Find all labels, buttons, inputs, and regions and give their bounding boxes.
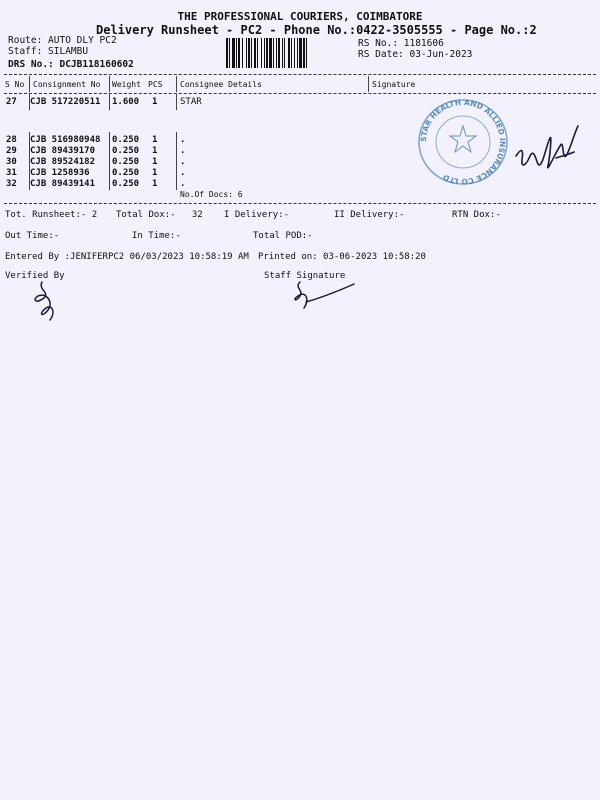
route-label: Route: AUTO DLY PC2: [8, 35, 117, 46]
barcode-bar: [288, 38, 290, 68]
barcode-bar: [276, 38, 277, 68]
row-consignment: CJB 89439170: [30, 146, 96, 156]
col-divider: [109, 94, 110, 110]
barcode-bar: [291, 38, 292, 68]
barcode-bar: [236, 38, 237, 68]
barcode-bar: [242, 38, 243, 68]
stamp-text: STAR HEALTH AND ALLIED INSURANCE CO LTD: [418, 97, 508, 186]
verified-by-signature-scribble: [28, 280, 68, 324]
barcode-bar: [229, 38, 230, 68]
col-header-consignee: Consignee Details: [180, 80, 262, 89]
row-pcs: 1: [152, 179, 158, 189]
barcode-bar: [303, 38, 305, 68]
row-consignee: .: [180, 135, 186, 145]
col-divider: [29, 132, 30, 190]
col-header-consignment: Consignment No: [33, 80, 101, 89]
row-sno: 28: [6, 135, 17, 145]
row-weight: 0.250: [112, 179, 140, 189]
total-dox: Total Dox:- 32: [116, 210, 203, 220]
table-header-rule: [4, 93, 596, 94]
col-divider: [176, 94, 177, 110]
barcode-bar: [257, 38, 258, 68]
verified-by-label: Verified By: [5, 271, 65, 281]
barcode-bar: [278, 38, 280, 68]
row-weight: 0.250: [112, 135, 140, 145]
col-divider: [176, 132, 177, 190]
row-sno: 27: [6, 97, 17, 107]
tot-runsheet: Tot. Runsheet:- 2: [5, 210, 98, 220]
col-header-signature: Signature: [372, 80, 416, 89]
row-sno: 31: [6, 168, 17, 178]
drs-number: DRS No.: DCJB118160602: [8, 59, 134, 70]
barcode-bar: [294, 38, 295, 68]
col-divider: [176, 76, 177, 92]
barcode-bar: [299, 38, 302, 68]
row-pcs: 1: [152, 97, 158, 107]
col-divider: [29, 94, 30, 110]
total-pod: Total POD:-: [253, 231, 313, 241]
barcode-graphic: [226, 38, 354, 68]
staff-signature-label: Staff Signature: [264, 271, 346, 281]
row-weight: 1.600: [112, 97, 140, 107]
col-divider: [29, 76, 30, 92]
barcode-bar: [273, 38, 274, 68]
no-of-docs: No.Of Docs: 6: [180, 190, 243, 199]
row-pcs: 1: [152, 146, 158, 156]
col-divider: [368, 76, 369, 92]
row-consignee: STAR: [180, 97, 202, 107]
row-consignment: CJB 516980948: [30, 135, 101, 145]
barcode-bar: [226, 38, 228, 68]
totals-rule: [4, 203, 596, 204]
row-weight: 0.250: [112, 168, 140, 178]
row-consignment: CJB 517220511: [30, 97, 101, 107]
col-header-pcs: PCS: [148, 80, 163, 89]
staff-signature-scribble: [290, 278, 360, 312]
barcode-bar: [251, 38, 252, 68]
barcode-bar: [282, 38, 283, 68]
rs-date: RS Date: 03-Jun-2023: [358, 49, 473, 60]
i-delivery: I Delivery:-: [224, 210, 290, 220]
out-time: Out Time:-: [5, 231, 60, 241]
row-sno: 32: [6, 179, 17, 189]
barcode-bar: [284, 38, 285, 68]
barcode-bar: [269, 38, 272, 68]
row-consignee: .: [180, 157, 186, 167]
barcode-bar: [254, 38, 256, 68]
rtn-dox: RTN Dox:-: [452, 210, 501, 220]
row-pcs: 1: [152, 157, 158, 167]
row-consignment: CJB 89524182: [30, 157, 96, 167]
barcode-bar: [232, 38, 235, 68]
ii-delivery: II Delivery:-: [334, 210, 405, 220]
row-consignment: CJB 1258936: [30, 168, 90, 178]
col-divider: [109, 132, 110, 190]
row-pcs: 1: [152, 135, 158, 145]
row-pcs: 1: [152, 168, 158, 178]
col-divider: [109, 76, 110, 92]
row-consignee: .: [180, 146, 186, 156]
printed-on: Printed on: 03-06-2023 10:58:20: [258, 252, 426, 262]
row-weight: 0.250: [112, 146, 140, 156]
barcode-bar: [261, 38, 262, 68]
barcode-bar: [306, 38, 307, 68]
row-consignee: .: [180, 179, 186, 189]
row-sno: 30: [6, 157, 17, 167]
barcode-bar: [246, 38, 247, 68]
entered-by: Entered By :JENIFERPC2 06/03/2023 10:58:19 AM: [5, 252, 249, 262]
barcode-bar: [248, 38, 250, 68]
table-top-rule: [4, 74, 596, 75]
barcode-bar: [297, 38, 298, 68]
col-header-weight: Weight: [112, 80, 141, 89]
barcode-bar: [266, 38, 268, 68]
row-consignment: CJB 89439141: [30, 179, 96, 189]
company-stamp: [408, 96, 518, 186]
runsheet-subtitle: Delivery Runsheet - PC2 - Phone No.:0422-3505555 - Page No.:2: [96, 23, 537, 37]
in-time: In Time:-: [132, 231, 181, 241]
barcode-bar: [238, 38, 240, 68]
row-weight: 0.250: [112, 157, 140, 167]
barcode-bar: [264, 38, 265, 68]
consignee-signature-scribble: [512, 116, 584, 182]
col-header-sno: S No: [5, 80, 25, 89]
row-sno: 29: [6, 146, 17, 156]
company-title: THE PROFESSIONAL COURIERS, COIMBATORE: [177, 10, 423, 23]
row-consignee: .: [180, 168, 186, 178]
staff-label: Staff: SILAMBU: [8, 46, 89, 57]
rs-number: RS No.: 1181606: [358, 38, 444, 49]
